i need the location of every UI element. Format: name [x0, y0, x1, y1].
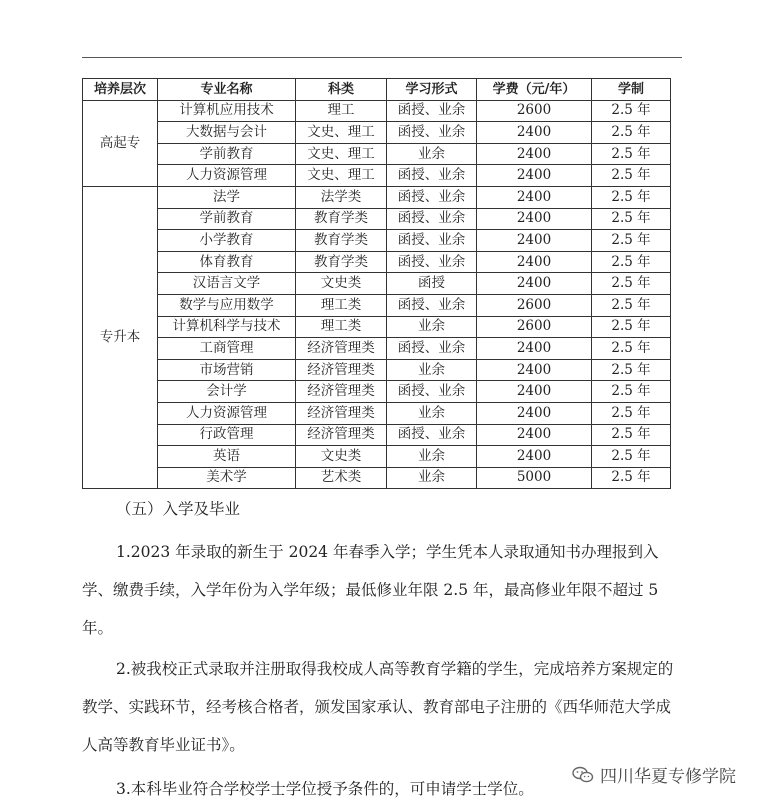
category-cell: 文史类 — [296, 446, 387, 468]
category-cell: 文史类 — [296, 273, 387, 295]
study-mode-cell: 函授、业余 — [387, 230, 477, 252]
major-cell: 行政管理 — [158, 424, 296, 446]
study-mode-cell: 函授、业余 — [387, 186, 477, 208]
category-cell: 理工 — [296, 100, 387, 122]
table-row — [83, 446, 671, 468]
table-row — [83, 467, 671, 489]
header-duration: 学制 — [592, 79, 671, 101]
study-mode-cell: 函授、业余 — [387, 424, 477, 446]
tuition-cell: 2400 — [477, 208, 592, 230]
study-mode-cell: 函授、业余 — [387, 208, 477, 230]
table-row — [83, 143, 671, 165]
top-rule — [82, 57, 682, 58]
major-cell: 人力资源管理 — [158, 165, 296, 187]
table-row — [83, 424, 671, 446]
table-row — [83, 251, 671, 273]
paragraph-3: 3.本科毕业符合学校学士学位授予条件的，可申请学士学位。 — [116, 780, 534, 798]
duration-cell: 2.5 年 — [592, 424, 671, 446]
category-cell: 艺术类 — [296, 467, 387, 489]
duration-cell: 2.5 年 — [592, 186, 671, 208]
table-row — [83, 122, 671, 144]
tuition-cell: 2600 — [477, 294, 592, 316]
category-cell: 经济管理类 — [296, 338, 387, 360]
duration-cell: 2.5 年 — [592, 381, 671, 403]
duration-cell: 2.5 年 — [592, 273, 671, 295]
major-cell: 学前教育 — [158, 143, 296, 165]
tuition-cell: 2400 — [477, 446, 592, 468]
header-category: 科类 — [296, 79, 387, 101]
table-header-row — [83, 79, 671, 101]
duration-cell: 2.5 年 — [592, 467, 671, 489]
duration-cell: 2.5 年 — [592, 294, 671, 316]
major-cell: 会计学 — [158, 381, 296, 403]
study-mode-cell: 函授、业余 — [387, 165, 477, 187]
category-cell: 文史、理工 — [296, 165, 387, 187]
major-cell: 小学教育 — [158, 230, 296, 252]
watermark-text: 四川华夏专修学院 — [600, 767, 736, 787]
table-row — [83, 402, 671, 424]
study-mode-cell: 函授、业余 — [387, 100, 477, 122]
tuition-cell: 2400 — [477, 338, 592, 360]
table-row — [83, 338, 671, 360]
table-row — [83, 359, 671, 381]
major-cell: 市场营销 — [158, 359, 296, 381]
study-mode-cell: 业余 — [387, 143, 477, 165]
wechat-icon — [572, 766, 594, 784]
major-cell: 法学 — [158, 186, 296, 208]
header-major: 专业名称 — [158, 79, 296, 101]
duration-cell: 2.5 年 — [592, 402, 671, 424]
study-mode-cell: 函授、业余 — [387, 251, 477, 273]
table-row — [83, 208, 671, 230]
study-mode-cell: 函授、业余 — [387, 338, 477, 360]
study-mode-cell: 函授 — [387, 273, 477, 295]
tuition-cell: 2400 — [477, 186, 592, 208]
tuition-cell: 2400 — [477, 165, 592, 187]
duration-cell: 2.5 年 — [592, 122, 671, 144]
tuition-cell: 2400 — [477, 359, 592, 381]
tuition-cell: 2600 — [477, 100, 592, 122]
tuition-cell: 2400 — [477, 424, 592, 446]
study-mode-cell: 业余 — [387, 316, 477, 338]
table-body — [83, 100, 671, 489]
study-mode-cell: 业余 — [387, 402, 477, 424]
category-cell: 经济管理类 — [296, 424, 387, 446]
study-mode-cell: 函授、业余 — [387, 381, 477, 403]
duration-cell: 2.5 年 — [592, 208, 671, 230]
duration-cell: 2.5 年 — [592, 230, 671, 252]
duration-cell: 2.5 年 — [592, 100, 671, 122]
major-cell: 体育教育 — [158, 251, 296, 273]
category-cell: 经济管理类 — [296, 359, 387, 381]
category-cell: 经济管理类 — [296, 381, 387, 403]
level-cell: 高起专 — [83, 100, 158, 186]
table-row — [83, 381, 671, 403]
category-cell: 教育学类 — [296, 230, 387, 252]
category-cell: 文史、理工 — [296, 143, 387, 165]
tuition-cell: 2600 — [477, 316, 592, 338]
level-cell: 专升本 — [83, 186, 158, 488]
header-study-mode: 学习形式 — [387, 79, 477, 101]
table-row — [83, 186, 671, 208]
program-table — [82, 78, 671, 489]
table-row — [83, 100, 671, 122]
section-title: （五）入学及毕业 — [116, 500, 241, 518]
major-cell: 数学与应用数学 — [158, 294, 296, 316]
table-row — [83, 294, 671, 316]
duration-cell: 2.5 年 — [592, 446, 671, 468]
study-mode-cell: 函授、业余 — [387, 294, 477, 316]
duration-cell: 2.5 年 — [592, 143, 671, 165]
major-cell: 计算机科学与技术 — [158, 316, 296, 338]
paragraph-2: 2.被我校正式录取并注册取得我校成人高等教育学籍的学生，完成培养方案规定的教学、实践环节，经考核合格者，颁发国家承认、教育部电子注册的《西华师范大学成人高等教育毕业证书》。 — [82, 660, 674, 754]
table-row — [83, 316, 671, 338]
major-cell: 人力资源管理 — [158, 402, 296, 424]
tuition-cell: 2400 — [477, 381, 592, 403]
major-cell: 美术学 — [158, 467, 296, 489]
major-cell: 汉语言文学 — [158, 273, 296, 295]
table-row — [83, 273, 671, 295]
category-cell: 理工类 — [296, 294, 387, 316]
category-cell: 法学类 — [296, 186, 387, 208]
tuition-cell: 2400 — [477, 402, 592, 424]
category-cell: 理工类 — [296, 316, 387, 338]
watermark — [566, 760, 742, 789]
study-mode-cell: 函授、业余 — [387, 122, 477, 144]
tuition-cell: 2400 — [477, 122, 592, 144]
study-mode-cell: 业余 — [387, 359, 477, 381]
paragraph-1: 1.2023 年录取的新生于 2024 年春季入学；学生凭本人录取通知书办理报到入学、缴费手续，入学年份为入学年级；最低修业年限 2.5 年，最高修业年限不超过 5 年。 — [82, 543, 659, 637]
tuition-cell: 2400 — [477, 251, 592, 273]
category-cell: 经济管理类 — [296, 402, 387, 424]
major-cell: 大数据与会计 — [158, 122, 296, 144]
category-cell: 教育学类 — [296, 251, 387, 273]
category-cell: 文史、理工 — [296, 122, 387, 144]
table-row — [83, 230, 671, 252]
duration-cell: 2.5 年 — [592, 338, 671, 360]
header-tuition: 学费（元/年） — [477, 79, 592, 101]
tuition-cell: 2400 — [477, 230, 592, 252]
study-mode-cell: 业余 — [387, 446, 477, 468]
duration-cell: 2.5 年 — [592, 359, 671, 381]
study-mode-cell: 业余 — [387, 467, 477, 489]
major-cell: 工商管理 — [158, 338, 296, 360]
category-cell: 教育学类 — [296, 208, 387, 230]
major-cell: 英语 — [158, 446, 296, 468]
table-row — [83, 165, 671, 187]
duration-cell: 2.5 年 — [592, 165, 671, 187]
tuition-cell: 2400 — [477, 273, 592, 295]
major-cell: 学前教育 — [158, 208, 296, 230]
tuition-cell: 2400 — [477, 143, 592, 165]
duration-cell: 2.5 年 — [592, 316, 671, 338]
duration-cell: 2.5 年 — [592, 251, 671, 273]
major-cell: 计算机应用技术 — [158, 100, 296, 122]
tuition-cell: 5000 — [477, 467, 592, 489]
header-level: 培养层次 — [83, 79, 158, 101]
